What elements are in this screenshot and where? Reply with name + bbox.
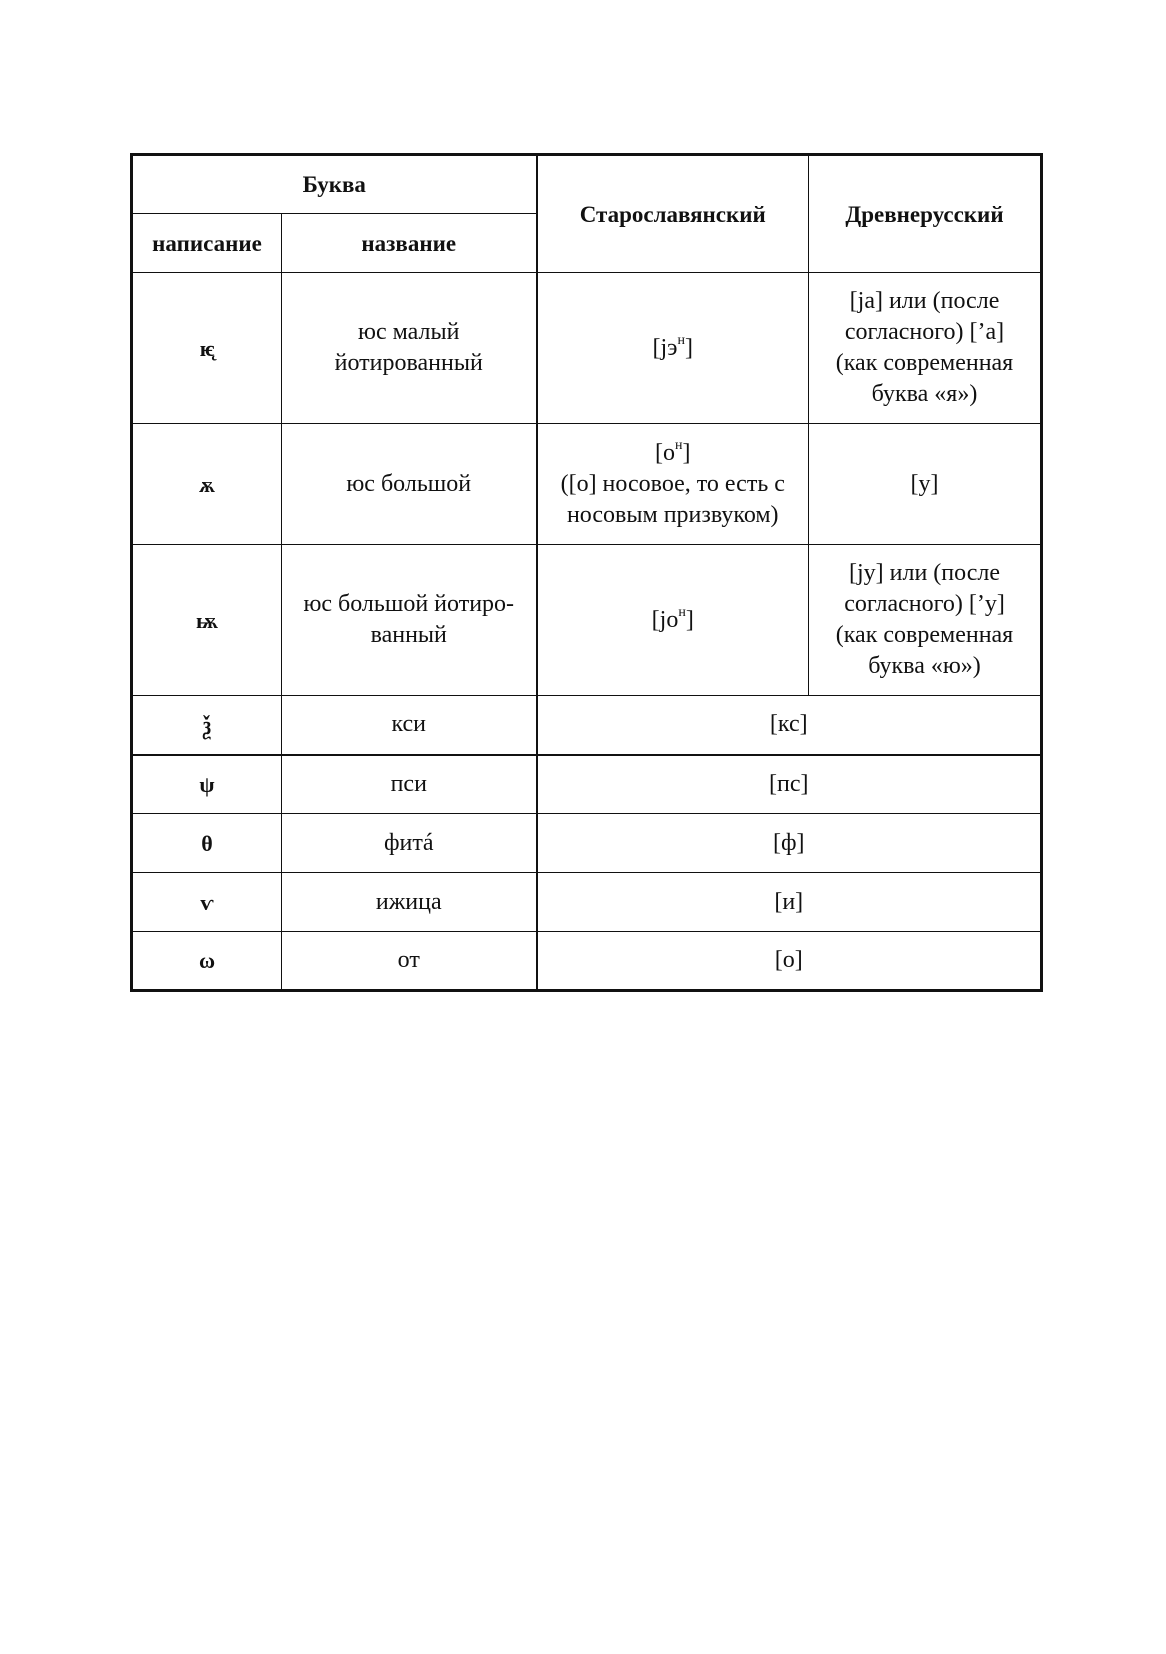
letter-name: кси (282, 696, 537, 755)
oru-sound (809, 424, 1042, 545)
header-row-1 (132, 155, 1042, 214)
text-line: согласного) [’a] (844, 319, 1005, 345)
text-line (544, 438, 803, 469)
letter-glyph: ѭ (132, 545, 282, 696)
xi-glyph: ѯ (202, 711, 212, 741)
letter-name: от (282, 932, 537, 991)
text-line: ванный (370, 622, 447, 648)
table-row (132, 873, 1042, 932)
text-line: (как современная (835, 350, 1014, 376)
text-line: буква «ю») (868, 653, 981, 679)
text-line: буква «я») (871, 381, 978, 407)
old-church-slavonic-header: Старославянский (537, 155, 809, 273)
letter-glyph (132, 696, 282, 755)
letter-header: Буква (132, 155, 537, 214)
table-row (132, 424, 1042, 545)
sound-post: ] (682, 439, 691, 466)
ocs-sound (537, 545, 809, 696)
letter-glyph: ѥ̨ (132, 273, 282, 424)
letter-glyph: ω (132, 932, 282, 991)
text-line: согласного) [’у] (844, 591, 1005, 617)
text-line: ([о] носовое, то есть с (560, 470, 785, 497)
nasal-mark: н (678, 604, 686, 620)
text-line: юс большой (346, 470, 472, 497)
letter-glyph: ѫ (132, 424, 282, 545)
shared-sound: [о] (537, 932, 1042, 991)
name-header: название (282, 214, 537, 273)
table-row (132, 273, 1042, 424)
sound-pre: [о (655, 439, 675, 466)
text-line: йотированный (334, 350, 483, 376)
text-line: юс малый (358, 319, 460, 345)
table-row (132, 755, 1042, 814)
sound-post: ] (685, 606, 694, 633)
letter-name (282, 545, 537, 696)
text-line: [у] (910, 470, 939, 497)
letter-name: ижица (282, 873, 537, 932)
table-row (132, 932, 1042, 991)
text-line: [ja] или (после (849, 288, 1000, 314)
letter-name: пси (282, 755, 537, 814)
text-line: (как современная (835, 622, 1014, 648)
table-row (132, 545, 1042, 696)
letter-name: фитá (282, 814, 537, 873)
ocs-sound (537, 424, 809, 545)
letter-name (282, 424, 537, 545)
ocs-sound (537, 273, 809, 424)
sound-pre: [jэ (652, 334, 678, 361)
text-line: юс большой йотиро- (303, 591, 515, 617)
shared-sound: [кс] (537, 696, 1042, 755)
alphabet-table (130, 153, 1043, 992)
table-row (132, 696, 1042, 755)
sound-pre: [jо (651, 606, 679, 633)
shared-sound: [и] (537, 873, 1042, 932)
letter-name (282, 273, 537, 424)
old-russian-header: Древнерусский (809, 155, 1042, 273)
letter-glyph: ψ (132, 755, 282, 814)
nasal-mark: н (677, 332, 685, 348)
oru-sound (809, 545, 1042, 696)
letter-glyph: θ (132, 814, 282, 873)
nasal-mark: н (675, 437, 683, 453)
text-line: [jу] или (после (848, 560, 1001, 586)
text-line: носовым призвуком) (566, 501, 779, 528)
letter-glyph: ѵ (132, 873, 282, 932)
shared-sound: [ф] (537, 814, 1042, 873)
sound-post: ] (684, 334, 693, 361)
oru-sound (809, 273, 1042, 424)
table-row (132, 814, 1042, 873)
shared-sound: [пс] (537, 755, 1042, 814)
spelling-header: написание (132, 214, 282, 273)
